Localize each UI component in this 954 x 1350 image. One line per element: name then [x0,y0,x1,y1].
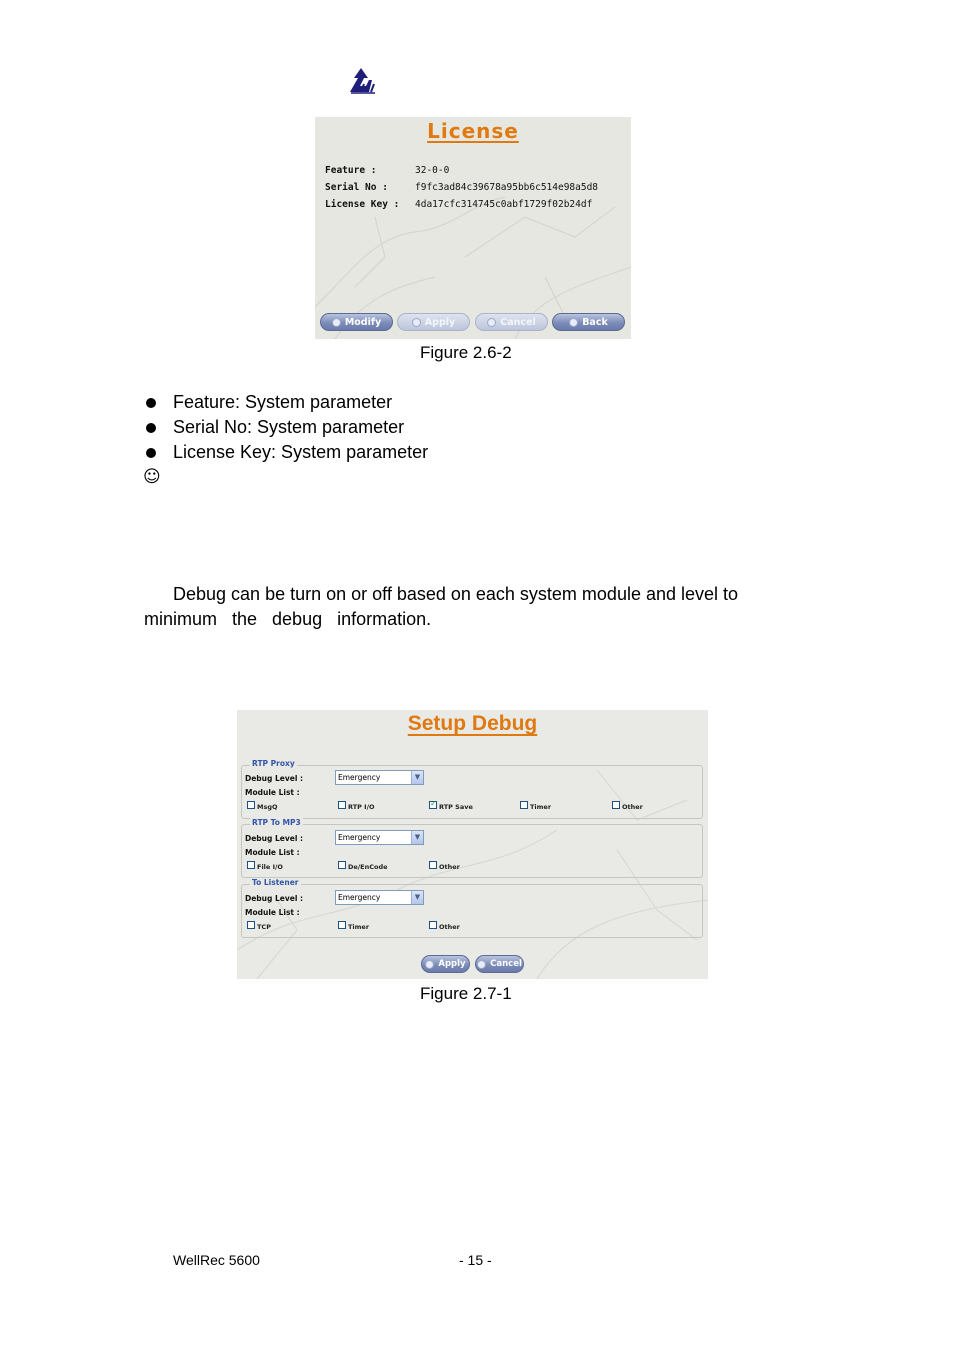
debug-level-select[interactable] [335,770,424,785]
checkbox-label: Other [439,863,460,871]
bullet-dot [146,423,156,433]
smiley-icon: ☺ [143,467,161,487]
module-list-label: Module List : [245,788,300,797]
module-list-label: Module List : [245,908,300,917]
chevron-down-icon: ▼ [411,831,423,844]
button-icon [425,960,434,969]
modify-button-label: Modify [344,316,382,328]
back-button-label: Back [582,316,608,328]
rtp-to-mp3-group [241,818,703,878]
button-icon [569,318,578,327]
group-title: RTP Proxy [252,759,295,768]
checkbox-label: Timer [530,803,552,811]
cancel-button-label: Cancel [500,316,536,328]
bullet-license-key: License Key: System parameter [173,442,429,462]
checkbox-label: Other [622,803,643,811]
license-key-value: 4da17cfc314745c0abf1729f02b24df [415,199,593,210]
cancel-button[interactable] [475,955,524,973]
button-icon [412,318,421,327]
license-screenshot [315,117,631,339]
checkbox-label: Other [439,923,460,931]
cancel-button[interactable] [475,313,548,331]
bullet-dot [146,448,156,458]
button-icon [477,960,486,969]
debug-level-value: Emergency [338,893,381,902]
chevron-down-icon: ▼ [411,771,423,784]
checkbox-label: RTP Save [439,803,473,811]
checkbox-label: MsgQ [257,803,278,811]
back-button[interactable] [552,313,625,331]
feature-value: 32-0-0 [415,165,450,176]
feature-row [325,165,449,176]
checkbox-label: File I/O [257,863,283,871]
checkbox-label: TCP [257,923,271,931]
checkbox-label: RTP I/O [348,803,375,811]
license-key-row [325,199,592,210]
debug-level-label: Debug Level : [245,774,304,783]
paragraph-line-2: minimum the debug information. [144,609,432,629]
checkbox-file-io[interactable] [247,861,255,869]
apply-button-label: Apply [424,316,456,328]
checkbox-label: De/EnCode [348,863,388,871]
checkbox-rtp-save[interactable] [429,801,437,809]
checkbox-label: Timer [348,923,370,931]
debug-level-label: Debug Level : [245,834,304,843]
apply-button-label: Apply [438,959,466,969]
license-title: License [427,119,519,143]
debug-level-value: Emergency [338,833,381,842]
paragraph-line-1: Debug can be turn on or off based on each system module and level to [173,584,739,604]
checkbox-other[interactable] [429,861,437,869]
checkbox-other[interactable] [429,921,437,929]
checkbox-tcp[interactable] [247,921,255,929]
to-listener-group [241,878,703,938]
serial-no-label: Serial No : [325,182,388,193]
cancel-button-label: Cancel [490,959,522,969]
book-arrow-logo-icon [348,66,378,96]
feature-label: Feature : [325,165,377,176]
debug-level-value: Emergency [338,773,381,782]
serial-no-value: f9fc3ad84c39678a95bb6c514e98a5d8 [415,182,599,193]
checkbox-msgq[interactable] [247,801,255,809]
debug-level-select[interactable] [335,830,424,845]
apply-button[interactable] [421,955,470,973]
map-background [315,117,631,339]
figure-caption-license: Figure 2.6-2 [420,343,512,362]
bullet-feature: Feature: System parameter [173,392,393,412]
group-title: To Listener [252,878,299,887]
apply-button[interactable] [397,313,470,331]
checkbox-timer[interactable] [338,921,346,929]
button-icon [487,318,496,327]
footer-product: WellRec 5600 [173,1252,260,1268]
checkbox-rtp-io[interactable] [338,801,346,809]
serial-no-row [325,182,598,193]
setup-debug-screenshot [237,710,708,979]
checkbox-de-encode[interactable] [338,861,346,869]
module-list-label: Module List : [245,848,300,857]
modify-button[interactable] [320,313,393,331]
footer-page-number: - 15 - [459,1252,492,1268]
license-key-label: License Key : [325,199,400,210]
bullet-dot [146,398,156,408]
checkbox-timer[interactable] [520,801,528,809]
debug-level-label: Debug Level : [245,894,304,903]
setup-debug-title: Setup Debug [407,712,538,735]
debug-level-select[interactable] [335,890,424,905]
chevron-down-icon: ▼ [411,891,423,904]
checkbox-other[interactable] [612,801,620,809]
bullet-serial-no: Serial No: System parameter [173,417,405,437]
group-title: RTP To MP3 [252,818,301,827]
button-icon [332,318,341,327]
figure-caption-debug: Figure 2.7-1 [420,984,512,1003]
